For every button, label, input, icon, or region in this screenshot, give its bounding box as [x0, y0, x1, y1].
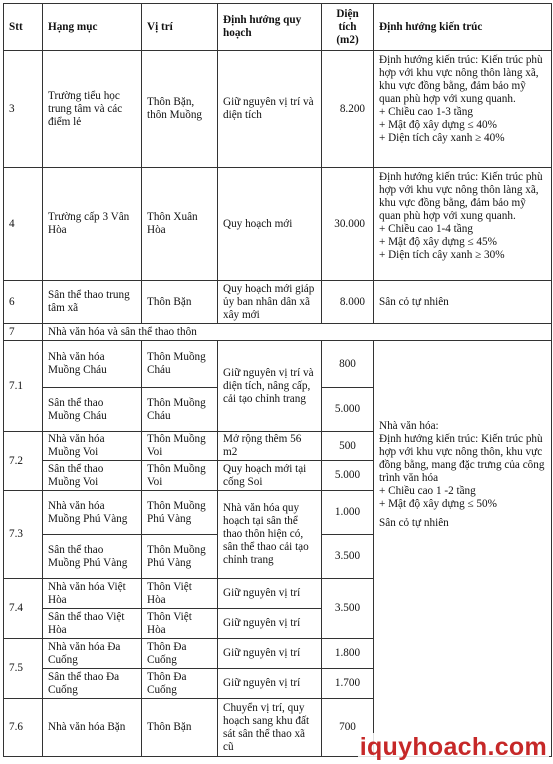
- cell-hang-muc: Sân thể thao Việt Hòa: [43, 609, 142, 639]
- cell-hang-muc: Sân thể thao Đa Cuống: [43, 669, 142, 699]
- cell-vi-tri: Thôn Muồng Phú Vàng: [142, 535, 218, 579]
- cell-quy-hoach: Quy hoạch mới tại cống Soi: [218, 461, 322, 491]
- cell-stt: 7.4: [4, 579, 43, 639]
- cell-stt: 7.6: [4, 699, 43, 757]
- cell-dien-tich: 8.000: [322, 281, 374, 324]
- cell-dien-tich: 3.500: [322, 579, 374, 639]
- cell-quy-hoach: Giữ nguyên vị trí: [218, 639, 322, 669]
- kt-line: Định hướng kiến trúc: Kiến trúc phù hợp với khu vực nông thôn làng xã, khu vực đồng bằng, đảm bảo mỹ quan phù hợp với xung quanh.: [379, 171, 543, 222]
- header-vi-tri: Vị trí: [142, 4, 218, 51]
- cell-quy-hoach: Giữ nguyên vị trí và diện tích, nâng cấp, cải tạo chỉnh trang: [218, 341, 322, 432]
- cell-hang-muc: Nhà văn hóa Muồng Phú Vàng: [43, 491, 142, 535]
- cell-dien-tich: 1.000: [322, 491, 374, 535]
- cell-vi-tri: Thôn Muồng Voi: [142, 432, 218, 461]
- cell-dien-tich: 700: [322, 699, 374, 757]
- table-row: [4, 281, 552, 324]
- cell-dien-tich: 3.500: [322, 535, 374, 579]
- cell-hang-muc: Nhà văn hóa Muồng Cháu: [43, 341, 142, 388]
- kt-line: Sân cỏ tự nhiên: [379, 516, 449, 529]
- cell-quy-hoach: Giữ nguyên vị trí: [218, 669, 322, 699]
- cell-stt: 7: [4, 324, 43, 341]
- header-dien-tich: Diện tích (m2): [322, 4, 374, 51]
- cell-kien-truc-group: [374, 341, 552, 757]
- header-dinh-huong-qh: Định hướng quy hoạch: [218, 4, 322, 51]
- cell-stt: 7.2: [4, 432, 43, 491]
- cell-dien-tich: 800: [322, 341, 374, 388]
- cell-dien-tich: 30.000: [322, 168, 374, 281]
- cell-hang-muc: Sân thể thao trung tâm xã: [43, 281, 142, 324]
- cell-kien-truc: [374, 168, 552, 281]
- cell-vi-tri: Thôn Xuân Hòa: [142, 168, 218, 281]
- cell-quy-hoach: Giữ nguyên vị trí: [218, 579, 322, 609]
- kt-line: + Chiều cao 1 -2 tầng: [379, 484, 476, 497]
- cell-hang-muc: Nhà văn hóa Việt Hòa: [43, 579, 142, 609]
- cell-vi-tri: Thôn Việt Hòa: [142, 609, 218, 639]
- header-dinh-huong-kt: Định hướng kiến trúc: [374, 4, 552, 51]
- cell-hang-muc: Nhà văn hóa Muồng Voi: [43, 432, 142, 461]
- cell-vi-tri: Thôn Đa Cuống: [142, 669, 218, 699]
- cell-hang-muc: Sân thể thao Muồng Cháu: [43, 388, 142, 432]
- watermark-logo: iquyhoach.com: [359, 733, 547, 761]
- kt-line: + Mật độ xây dựng ≤ 45%: [379, 236, 497, 248]
- cell-kien-truc: [374, 51, 552, 168]
- cell-stt: 7.3: [4, 491, 43, 579]
- cell-vi-tri: Thôn Bặn: [142, 699, 218, 757]
- cell-hang-muc: Sân thể thao Muồng Voi: [43, 461, 142, 491]
- section-title: Nhà văn hóa và sân thể thao thôn: [43, 324, 322, 341]
- cell-dien-tich: 5.000: [322, 388, 374, 432]
- cell-vi-tri: Thôn Bặn, thôn Muồng: [142, 51, 218, 168]
- cell-quy-hoach: Mở rộng thêm 56 m2: [218, 432, 322, 461]
- cell-hang-muc: Trường cấp 3 Vân Hòa: [43, 168, 142, 281]
- cell-quy-hoach: Quy hoạch mới giáp ủy ban nhân dân xã xây mới: [218, 281, 322, 324]
- kt-line: + Diện tích cây xanh ≥ 40%: [379, 132, 505, 144]
- cell-dien-tich: 1.700: [322, 669, 374, 699]
- table-row: [4, 341, 552, 388]
- cell-dien-tich: 1.800: [322, 639, 374, 669]
- cell-stt: 4: [4, 168, 43, 281]
- cell-quy-hoach: Giữ nguyên vị trí và diện tích: [218, 51, 322, 168]
- cell-quy-hoach: Quy hoạch mới: [218, 168, 322, 281]
- cell-stt: 3: [4, 51, 43, 168]
- kt-line: + Mật độ xây dựng ≤ 40%: [379, 119, 497, 131]
- cell-hang-muc: Sân thể thao Muồng Phú Vàng: [43, 535, 142, 579]
- cell-kien-truc: Sân cỏ tự nhiên: [374, 281, 552, 324]
- cell-stt: 7.5: [4, 639, 43, 699]
- cell-dien-tich: 500: [322, 432, 374, 461]
- table-row: [4, 168, 552, 281]
- cell-vi-tri: Thôn Đa Cuống: [142, 639, 218, 669]
- cell-vi-tri: Thôn Muồng Voi: [142, 461, 218, 491]
- cell-vi-tri: Thôn Muồng Cháu: [142, 388, 218, 432]
- section-row: [4, 324, 552, 341]
- kt-line: Định hướng kiến trúc: Kiến trúc phù hợp với khu vực nông thôn, khu vực đồng bằng, mang đặc trưng của công trình văn hóa: [379, 432, 545, 484]
- cell-stt: 7.1: [4, 341, 43, 432]
- header-hang-muc: Hạng mục: [43, 4, 142, 51]
- cell-quy-hoach: Giữ nguyên vị trí: [218, 609, 322, 639]
- table-row: [4, 51, 552, 168]
- header-row: [4, 4, 552, 51]
- cell-dien-tich: 8.200: [322, 51, 374, 168]
- kt-line: Nhà văn hóa:: [379, 419, 439, 432]
- kt-line: + Mật độ xây dựng ≤ 50%: [379, 497, 497, 510]
- header-stt: Stt: [4, 4, 43, 51]
- cell-vi-tri: Thôn Việt Hòa: [142, 579, 218, 609]
- cell-hang-muc: Nhà văn hóa Đa Cuống: [43, 639, 142, 669]
- kt-line: + Chiều cao 1-4 tầng: [379, 223, 473, 235]
- cell-quy-hoach: Chuyển vị trí, quy hoạch sang khu đất sát sân thể thao xã cũ: [218, 699, 322, 757]
- cell-vi-tri: Thôn Muồng Phú Vàng: [142, 491, 218, 535]
- cell-dien-tich: 5.000: [322, 461, 374, 491]
- cell-hang-muc: Nhà văn hóa Bặn: [43, 699, 142, 757]
- cell-hang-muc: Trường tiểu học trung tâm và các điểm lẻ: [43, 51, 142, 168]
- kt-line: Định hướng kiến trúc: Kiến trúc phù hợp với khu vực nông thôn làng xã, khu vực đồng bằng, đảm bảo mỹ quan phù hợp với xung quanh.: [379, 54, 543, 105]
- kt-line: + Chiều cao 1-3 tầng: [379, 106, 473, 118]
- planning-table: [3, 3, 552, 757]
- kt-line: + Diện tích cây xanh ≥ 30%: [379, 249, 505, 261]
- cell-vi-tri: Thôn Bặn: [142, 281, 218, 324]
- cell-stt: 6: [4, 281, 43, 324]
- cell-quy-hoach: Nhà văn hóa quy hoạch tại sân thể thao thôn hiện có, sân thể thao cải tạo chỉnh trang: [218, 491, 322, 579]
- cell-vi-tri: Thôn Muồng Cháu: [142, 341, 218, 388]
